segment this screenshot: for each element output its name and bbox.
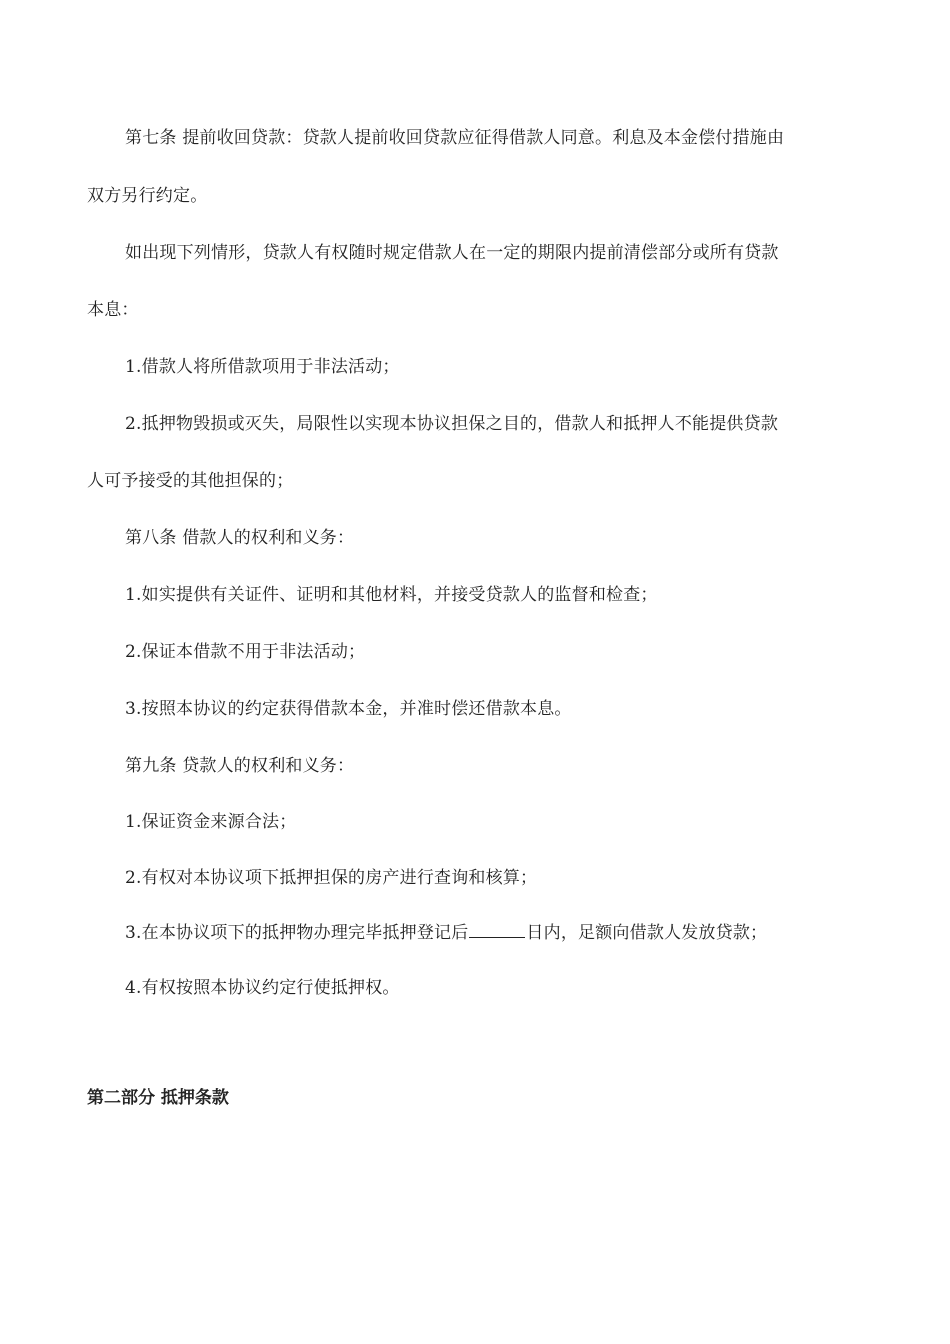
article7-item2-line1: 2.抵押物毁损或灭失，局限性以实现本协议担保之目的，借款人和抵押人不能提供贷款 [125, 414, 779, 434]
article7-para2-line2: 本息： [87, 300, 139, 320]
article7-line2: 双方另行约定。 [87, 186, 208, 206]
article9-item3-after: 日内，足额向借款人发放贷款； [526, 923, 768, 943]
article9-item1: 1.保证资金来源合法； [125, 812, 297, 832]
article7-line1: 第七条 提前收回贷款：贷款人提前收回贷款应征得借款人同意。利息及本金偿付措施由 [125, 128, 785, 148]
article8-item3: 3.按照本协议的约定获得借款本金，并准时偿还借款本息。 [125, 699, 572, 719]
article8-title: 第八条 借款人的权利和义务： [125, 528, 355, 548]
article7-para2-line1: 如出现下列情形，贷款人有权随时规定借款人在一定的期限内提前清偿部分或所有贷款 [125, 243, 779, 263]
article9-item3 [125, 920, 870, 945]
part2-heading: 第二部分 抵押条款 [87, 1088, 229, 1108]
article7-item2-line2: 人可予接受的其他担保的； [87, 471, 294, 491]
article9-title: 第九条 贷款人的权利和义务： [125, 756, 355, 776]
article8-item1: 1.如实提供有关证件、证明和其他材料，并接受贷款人的监督和检查； [125, 585, 658, 605]
article9-item2: 2.有权对本协议项下抵押担保的房产进行查询和核算； [125, 868, 538, 888]
fill-in-blank [469, 920, 525, 938]
article9-item3-before: 3.在本协议项下的抵押物办理完毕抵押登记后 [125, 923, 469, 943]
article8-item2: 2.保证本借款不用于非法活动； [125, 642, 366, 662]
article7-item1: 1.借款人将所借款项用于非法活动； [125, 357, 400, 377]
article9-item4: 4.有权按照本协议约定行使抵押权。 [125, 978, 400, 998]
